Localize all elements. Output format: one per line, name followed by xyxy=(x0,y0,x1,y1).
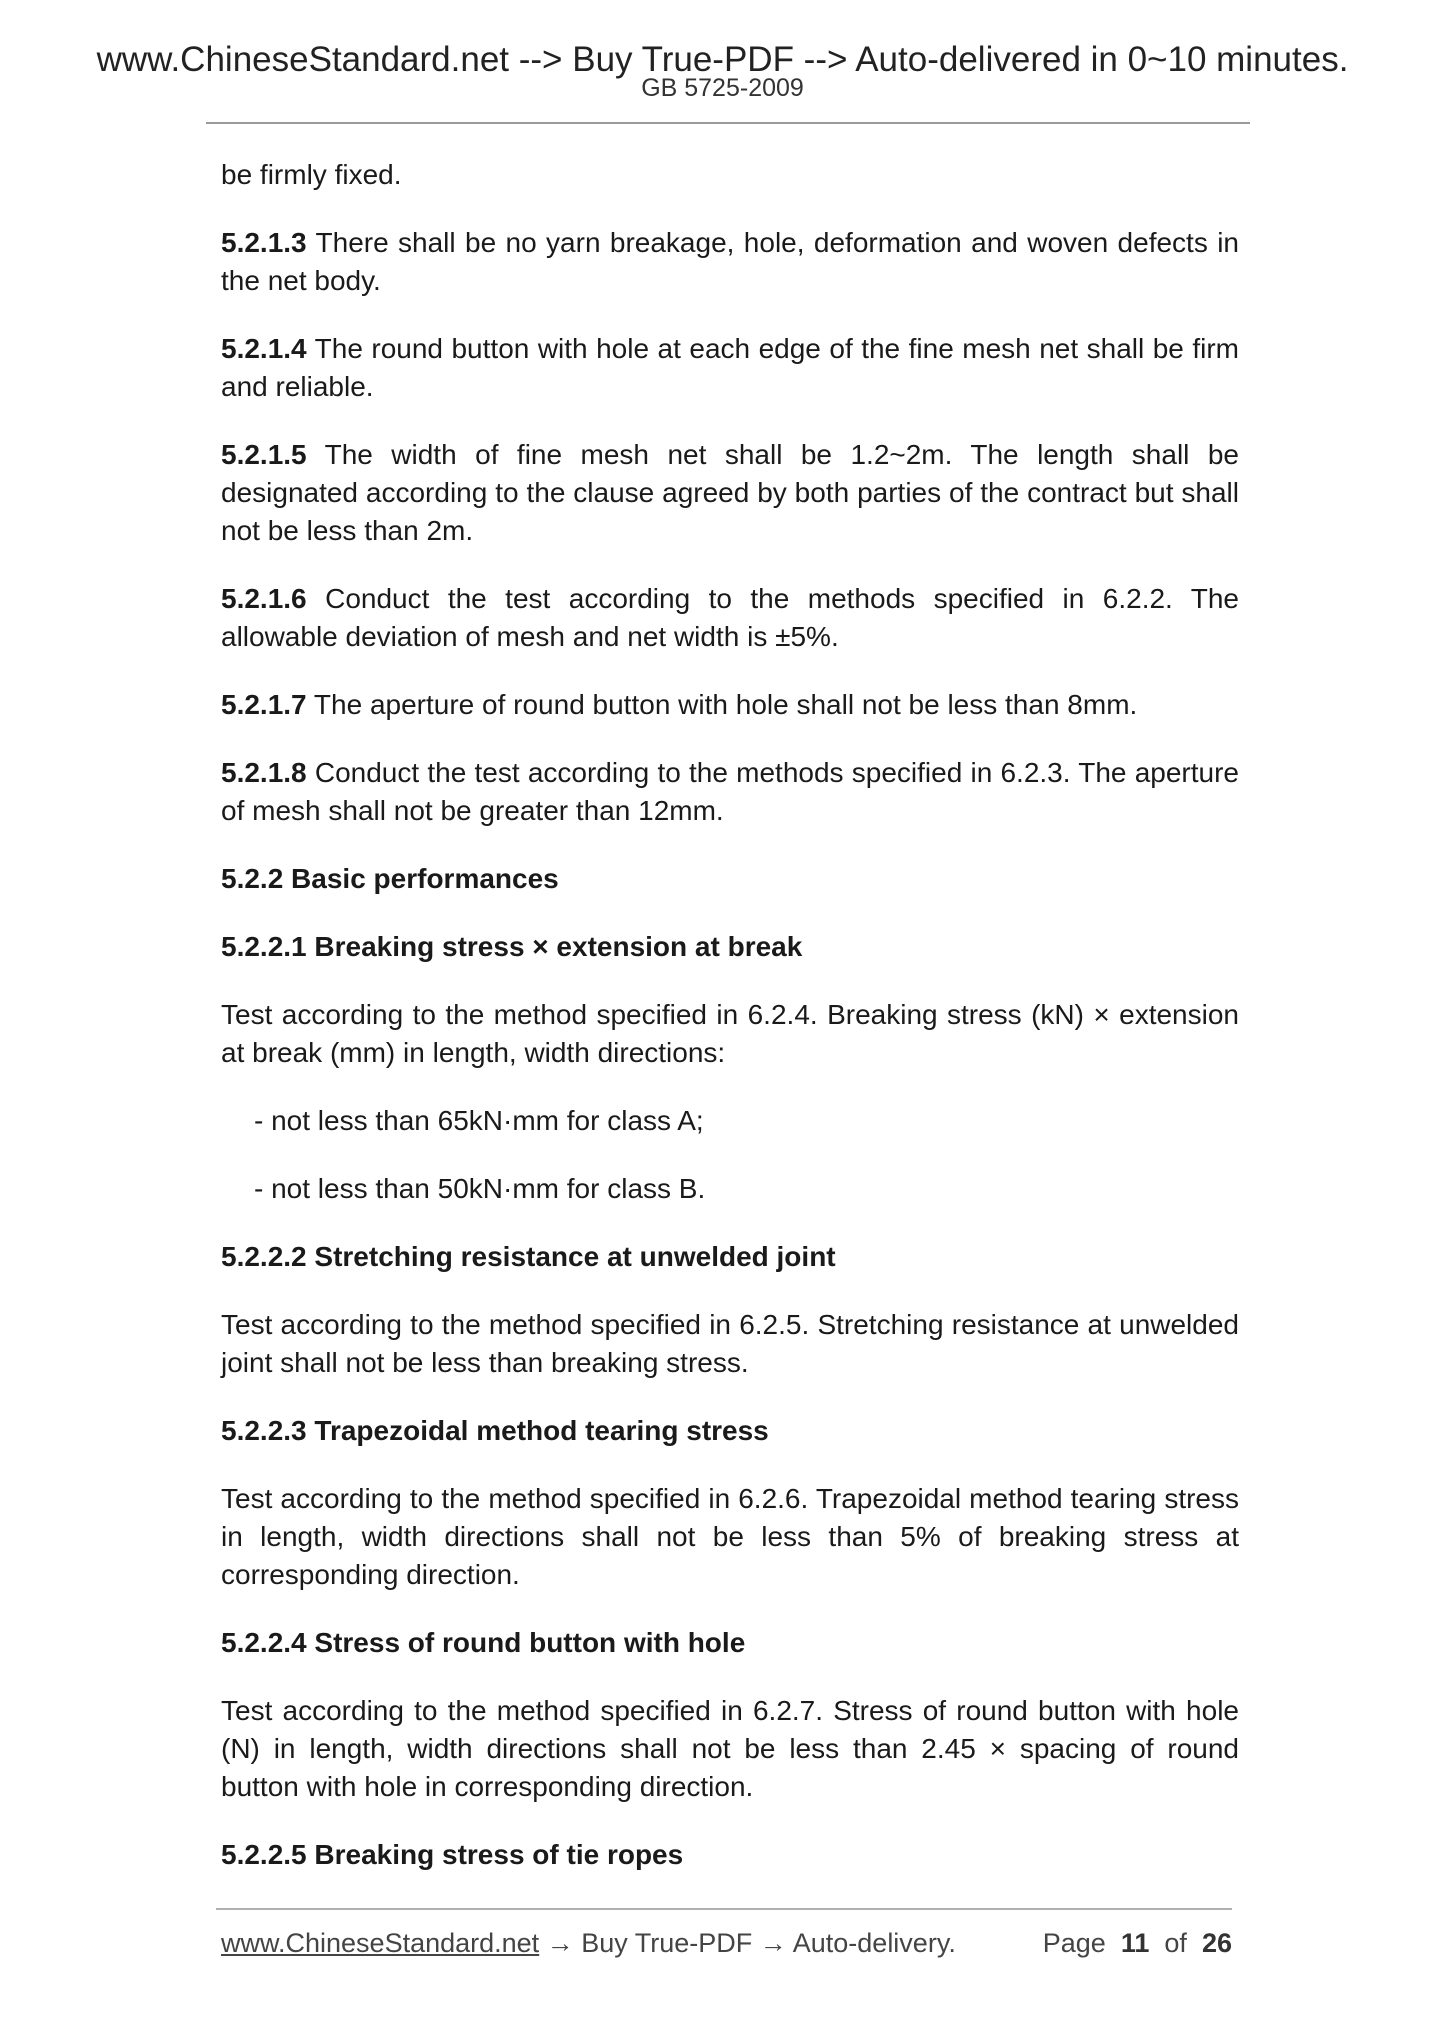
section-heading-basic-performances: 5.2.2 Basic performances xyxy=(221,863,559,894)
current-page: 11 xyxy=(1120,1928,1150,1958)
clause-number: 5.2.1.7 xyxy=(221,689,307,720)
clause-text: Conduct the test according to the methods specified in 6.2.3. The aperture of mesh shall not be greater than 12mm. xyxy=(221,757,1239,826)
footer-divider xyxy=(216,1908,1232,1910)
clause-text: Conduct the test according to the methods specified in 6.2.2. The allowable deviation of mesh and net width is ±5%. xyxy=(221,583,1240,652)
clause-5-2-1-3 xyxy=(221,224,1239,300)
clause-5-2-1-7 xyxy=(221,686,1239,724)
paragraph-stretching-resistance: Test according to the method specified in 6.2.5. Stretching resistance at unwelded joint shall not be less than breaking stress. xyxy=(221,1309,1239,1378)
paragraph-button-stress: Test according to the method specified in 6.2.7. Stress of round button with hole (N) in length, width directions shall not be less than 2.45 × spacing of round button with hole in corresponding direction. xyxy=(221,1695,1239,1802)
clause-5-2-1-5 xyxy=(221,436,1239,550)
page-label: Page xyxy=(1042,1928,1106,1958)
page-number xyxy=(1043,1925,1232,1961)
of-label: of xyxy=(1164,1928,1187,1958)
section-heading-stretching-resistance: 5.2.2.2 Stretching resistance at unwelded joint xyxy=(221,1241,836,1272)
header-banner: www.ChineseStandard.net --> Buy True-PDF --> Auto-delivered in 0~10 minutes. xyxy=(96,40,1349,79)
clause-number: 5.2.1.8 xyxy=(221,757,307,788)
paragraph-breaking-stress: Test according to the method specified in 6.2.4. Breaking stress (kN) × extension at break (mm) in length, width directions: xyxy=(221,999,1239,1068)
paragraph-tearing-stress: Test according to the method specified in 6.2.6. Trapezoidal method tearing stress in length, width directions shall not be less than 5% of breaking stress at corresponding direction. xyxy=(221,1483,1239,1590)
standard-code: GB 5725-2009 xyxy=(641,74,804,102)
paragraph-text: be firmly fixed. xyxy=(221,159,402,190)
section-heading-tearing-stress: 5.2.2.3 Trapezoidal method tearing stress xyxy=(221,1415,769,1446)
footer-tagline: → Buy True-PDF → Auto-delivery. xyxy=(539,1928,956,1958)
footer-website-link[interactable]: www.ChineseStandard.net xyxy=(221,1928,540,1958)
bullet-class-b: - not less than 50kN·mm for class B. xyxy=(254,1173,706,1204)
total-pages: 26 xyxy=(1201,1928,1232,1958)
section-heading-tie-ropes: 5.2.2.5 Breaking stress of tie ropes xyxy=(221,1839,684,1870)
page-footer xyxy=(221,1925,1232,1961)
clause-text: The round button with hole at each edge of the fine mesh net shall be firm and reliable. xyxy=(221,333,1239,402)
clause-5-2-1-6 xyxy=(221,580,1239,656)
clause-text: The width of fine mesh net shall be 1.2~2m. The length shall be designated according to the clause agreed by both parties of the contract but shall not be less than 2m. xyxy=(221,439,1239,546)
clause-number: 5.2.1.3 xyxy=(221,227,307,258)
footer-left xyxy=(221,1925,956,1961)
paragraph xyxy=(221,156,1239,194)
clause-text: There shall be no yarn breakage, hole, deformation and woven defects in the net body. xyxy=(221,227,1239,296)
clause-5-2-1-4 xyxy=(221,330,1239,406)
section-heading-button-stress: 5.2.2.4 Stress of round button with hole xyxy=(221,1627,746,1658)
section-heading-breaking-stress: 5.2.2.1 Breaking stress × extension at break xyxy=(221,931,803,962)
header-divider xyxy=(206,122,1250,124)
document-body xyxy=(221,156,1239,1904)
clause-number: 5.2.1.4 xyxy=(221,333,307,364)
clause-text: The aperture of round button with hole shall not be less than 8mm. xyxy=(313,689,1138,720)
clause-number: 5.2.1.6 xyxy=(221,583,307,614)
clause-number: 5.2.1.5 xyxy=(221,439,307,470)
clause-5-2-1-8 xyxy=(221,754,1239,830)
bullet-class-a: - not less than 65kN·mm for class A; xyxy=(254,1105,704,1136)
